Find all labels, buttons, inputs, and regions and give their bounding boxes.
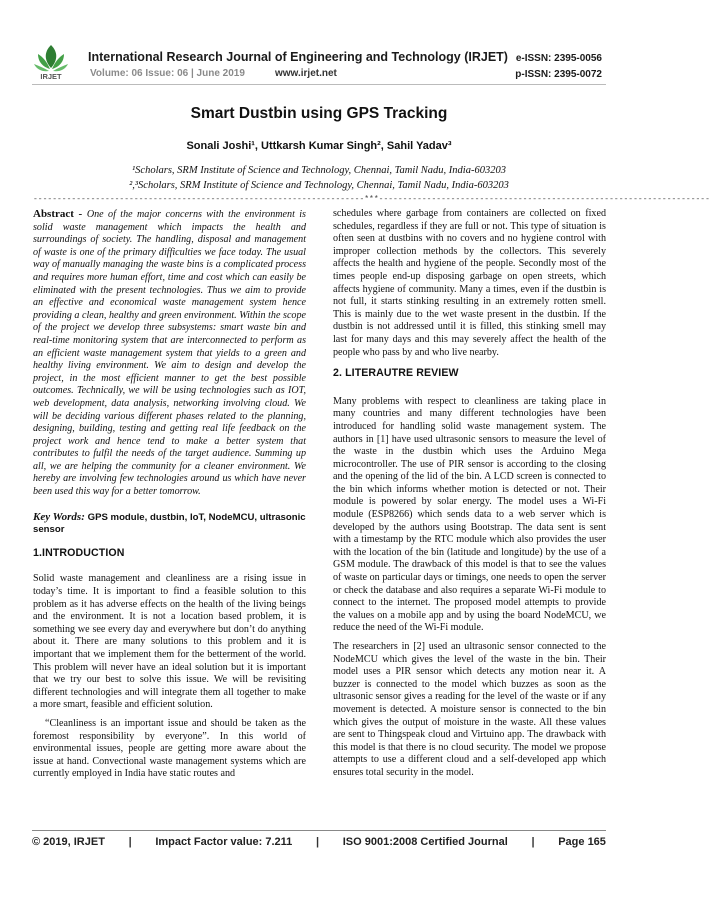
literature-review-heading: 2. LITERAUTRE REVIEW (333, 367, 459, 380)
right-column (333, 208, 606, 786)
footer-separator: | (315, 836, 320, 848)
introduction-paragraph-1: Solid waste management and cleanliness are a rising issue in today’s time. It is important to find a feasible solution to this problem as it has adverse effects on the health of the living beings and the environment. It is not a location based problem, it is something we see every day and everywhere but don’t do anything about it. There are many solutions to this problem and it is important that we implement them for the betterment of the world. This problem will never have an ideal solution but it is important that we try our best to solve this issue. We will be revisiting different technologies and will integrate them all together to make a more smart, feasible and efficient solution. (33, 573, 306, 711)
keywords-heading: Key Words (33, 510, 82, 523)
journal-website-link[interactable]: www.irjet.net (275, 68, 337, 79)
abstract-body: One of the major concerns with the environment is solid waste management which impacts the health and surroundings of society. The handling, disposal and management of waste is one of the primary difficulties we face today. The usual way of manually managing the waste bins is a complicated process and requires more human effort, time and cost which can easily be eliminated with the present technologies. Thus we aim to provide an effective and economical waste management system hence providing a clean, healthy and green environment. Within the scope of the project we develop three subsystems: smart waste bin and real-time monitoring system that are interconnected to perform as an efficient waste management system that yields to a green and healthy living environment. We aim to design and develop the project, in the most efficient manner to get the best possible outcomes. Technically, we will be using technologies such as IOT, web development, data analysis, networking involving cloud. We will be deciding various different phases related to the planning, designing, building, testing and getting real life feedback on the project work and hence tend to make a better system that contributes to fulfil the needs of the target audience. Summing up all, we are helping the community for a cleaner environment. We hereby are involving few technologies around us which have never been used this way for a better tomorrow. (33, 209, 306, 498)
footer-page-number: Page 165 (558, 836, 606, 848)
keywords-list: GPS module, dustbin, IoT, NodeMCU, ultrasonic sensor (33, 511, 306, 536)
e-issn: e-ISSN: 2395-0056 (515, 53, 602, 64)
svg-text:IRJET: IRJET (40, 72, 62, 81)
abstract (33, 208, 306, 499)
header-divider (32, 84, 606, 85)
irjet-logo-icon (32, 42, 70, 80)
literature-review-paragraph-2: The researchers in [2] used an ultrasonic sensor connected to the NodeMCU which gives the level of the waste in the bin. Their model uses a PIR sensor which detects any motion near it. A buzzer is connected to the model which buzzes as soon as the ultrasonic sensor gives a reading for the level of the waste or if any movement is detected. A moisture sensor is connected to the bin which gives the output of moisture in the waste. All these values are sent to Thingspeak cloud and Virtuino app. The drawback with this model is that there is no cloud security. The model we propose attempts to use a different cloud and a self-developed app which ensures total security in the model. (333, 641, 606, 778)
paper-title: Smart Dustbin using GPS Tracking (190, 105, 448, 122)
introduction-continued: schedules where garbage from containers are collected on fixed schedules, regardless if they are full or not. This type of situation is often seen at dustbins with no covers and no hygiene control with improper collection methods by the collectors. This severely affects the health and hygiene of the people. Secondly most of the times people end-up disposing garbage on open streets, which affects hygiene of community. Many a times, even if the dustbin is not full, it starts stinking resulting in an extremely rotten smell. This is mainly due to the wet waste present in the dustbin. If the dustbin is not addressed until it is filled, this stinking smell may last for many days and this may severely affect the health of the people who pass by and who live nearby. (333, 208, 606, 358)
volume-issue: Volume: 06 Issue: 06 | June 2019 (90, 68, 245, 79)
journal-title: International Research Journal of Engineering and Technology (IRJET) (88, 50, 508, 64)
left-column (33, 208, 306, 787)
footer-copyright: © 2019, IRJET (32, 836, 105, 848)
footer-impact-factor: Impact Factor value: 7.211 (155, 836, 293, 848)
abstract-heading: Abstract - (33, 208, 87, 220)
p-issn: p-ISSN: 2395-0072 (515, 69, 602, 80)
introduction-paragraph-2: “Cleanliness is an important issue and should be taken as the foremost responsibility by everyone”. In this world of environmental issues, people are getting more aware about the issue at hand. Convectional waste management systems which are currently employed in India have static routes and (33, 717, 306, 780)
affiliation-1: ¹Scholars, SRM Institute of Science and Technology, Chennai, Tamil Nadu, India-603203 (132, 165, 506, 176)
section-separator: ---------------------------------------------------------------------***--------------------------------------------------------------------- (33, 195, 710, 204)
footer-separator: | (531, 836, 535, 848)
page-footer (32, 836, 606, 848)
affiliation-2: ²,³Scholars, SRM Institute of Science and Technology, Chennai, Tamil Nadu, India-603203 (129, 180, 509, 191)
footer-iso: ISO 9001:2008 Certified Journal (342, 836, 508, 848)
keywords: Key Words: GPS module, dustbin, IoT, NodeMCU, ultrasonic sensor (33, 510, 306, 536)
introduction-heading: 1.INTRODUCTION (33, 546, 125, 559)
footer-divider (32, 830, 606, 831)
literature-review-paragraph-1: Many problems with respect to cleanliness are taking place in many countries and many different technologies have been introduced for handling solid waste management system. The authors in [1] have used ultrasonic sensors to measure the level of the waste in the dustbin which uses the Arduino Mega microcontroller. The use of PIR sensor is according to the closing and the opening of the lid of the bin. A LCD screen is connected to the bin which informs whether motion is detected or not. Their module is powered by solar energy. The model uses a Wi-Fi module (ESP8266) which sends data to a web server which is developed by the authors using Bootstrap. The data sent is sent with a timestamp by the RTC module which also provides the user with the location of the bin (latitude and longitude) by the use of a GSM module. The drawback of this model is that to see the values of waste on particular days or timings, one needs to open the server or check the database and also requires a separate Wi-Fi module to connect to the internet. The proposed model attempts to provide the values on a mobile app and by using the board NodeMCU, we reduce the need of the Wi-Fi module. (333, 395, 606, 634)
footer-separator: | (128, 836, 132, 848)
paper-authors: Sonali Joshi¹, Uttkarsh Kumar Singh², Sahil Yadav³ (186, 140, 452, 152)
